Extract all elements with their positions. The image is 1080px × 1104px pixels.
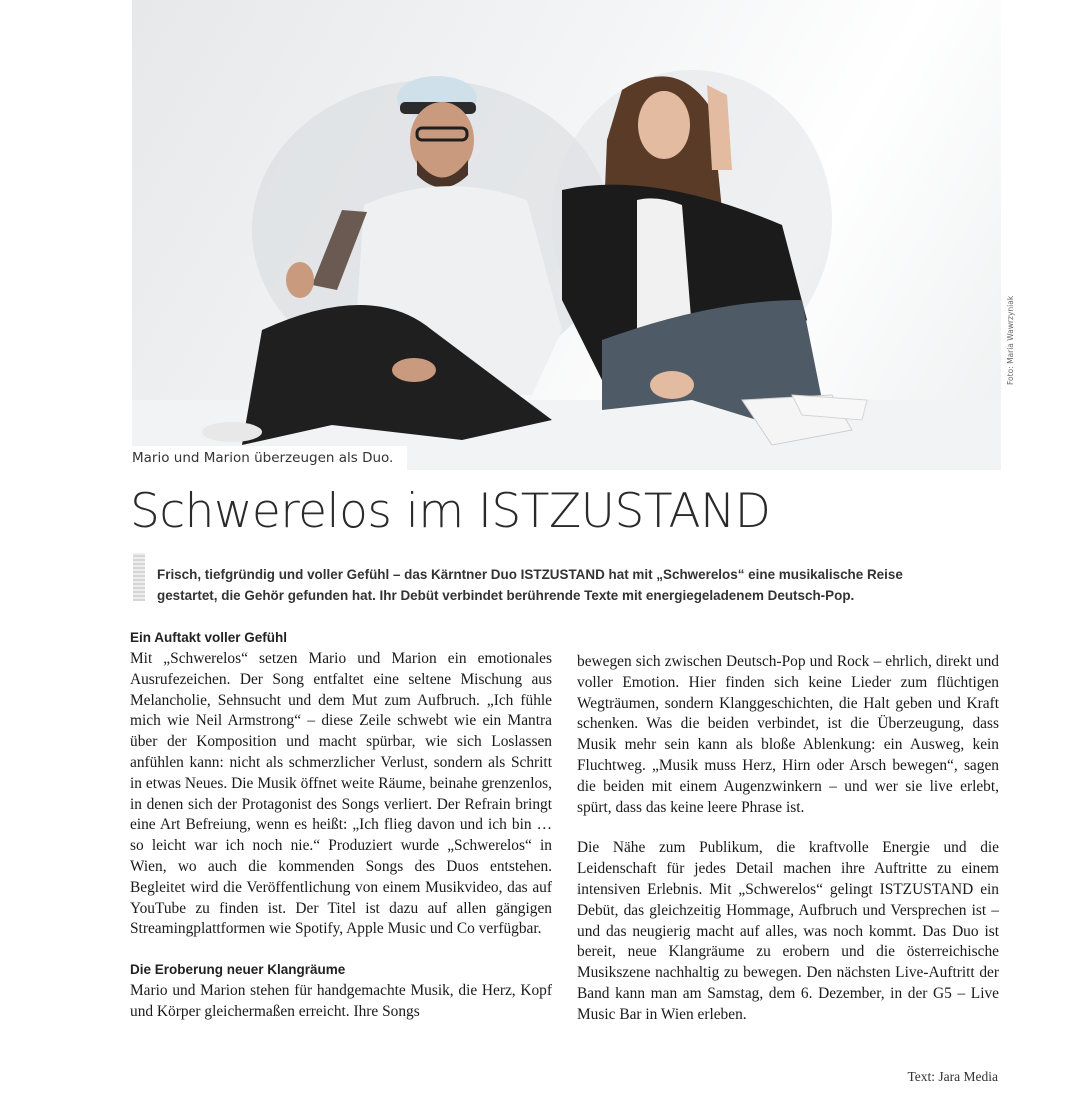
photo-credit: Foto: Maria Wawrzyniak	[1006, 295, 1015, 385]
article-column-right	[577, 652, 999, 1026]
section-body-2a: Mario und Marion stehen für handgemachte Musik, die Herz, Kopf und Körper gleichermaßen erreicht. Ihre Songs	[130, 982, 552, 1020]
lead-accent-bar	[133, 553, 145, 601]
author-credit: Text: Jara Media	[907, 1069, 998, 1084]
article-lead: Frisch, tiefgründig und voller Gefühl – das Kärntner Duo ISTZUSTAND hat mit „Schwerelos“ eine musikalische Reise gestartet, die Gehör gefunden hat. Ihr Debüt verbindet berührende Texte mit energiegeladenem Deutsch-Pop.	[157, 566, 903, 603]
section-body-3: Die Nähe zum Publikum, die kraftvolle Energie und die Leidenschaft für jedes Detail machen ihre Auftritte zu einem intensiven Erlebnis. Mit „Schwerelos“ gelingt ISTZUSTAND ein Debüt, das gleichzeitig Hommage, Aufbruch und Versprechen ist – und das neugierig macht auf alles, was noch kommt. Das Duo ist bereit, neue Klangräume zu erobern und die österreichische Musikszene nachhaltig zu bewegen. Den nächsten Live-Auftritt der Band kann man am Samstag, dem 6. Dezember, in der G5 – Live Music Bar in Wien erleben.	[577, 839, 999, 1023]
photo-caption: Mario und Marion überzeugen als Duo.	[132, 446, 407, 470]
section-heading-1: Ein Auftakt voller Gefühl	[130, 630, 288, 645]
hero-photo	[132, 0, 1001, 470]
section-heading-2: Die Eroberung neuer Klangräume	[130, 962, 346, 978]
section-body-1: Mit „Schwerelos“ setzen Mario und Marion ein emotionales Ausrufezeichen. Der Song entfaltet eine seltene Mischung aus Melancholie, Sehnsucht und dem Mut zum Aufbruch. „Ich fühle mich wie Neil Armstrong“ – diese Zeile schwebt wie ein Mantra über der Komposition und macht spürbar, wie sich Loslassen anfühlen kann: nicht als schmerzlicher Verlust, sondern als Schritt in etwas Neues. Die Musik öffnet weite Räume, beinahe grenzenlos, in denen sich der Protagonist des Songs verliert. Der Refrain bringt eine Art Befreiung, wenn es heißt: „Ich flieg davon und ich bin … so leicht war ich noch nie.“ Produziert wurde „Schwerelos“ in Wien, wo auch die kommenden Songs des Duos entstehen. Begleitet wird die Veröffentlichung von einem Musikvideo, das auf YouTube zu finden ist. Der Titel ist dazu auf allen gängigen Streamingplattformen wie Spotify, Apple Music und Co verfügbar.	[130, 650, 552, 938]
article-headline: Schwerelos im ISTZUSTAND	[130, 484, 771, 539]
paragraph-gap	[577, 818, 999, 838]
section-body-2b: bewegen sich zwischen Deutsch-Pop und Rock – ehrlich, direkt und voller Emotion. Hier finden sich keine Lieder zum flüchtigen Wegträumen, sondern Klanggeschichten, die Halt geben und Kraft schenken. Was die beiden verbindet, ist die Überzeugung, dass Musik mehr sein kann als bloße Ablenkung: ein Ausweg, kein Fluchtweg. „Musik muss Herz, Hirn oder Arsch bewegen“, sagen die beiden mit einem Augenzwinkern – und wer sie live erlebt, spürt, dass das keine leere Phrase ist.	[577, 653, 999, 816]
paragraph-gap	[130, 940, 552, 960]
duo-photo-illustration	[132, 0, 1001, 470]
article-column-left	[130, 628, 552, 1023]
